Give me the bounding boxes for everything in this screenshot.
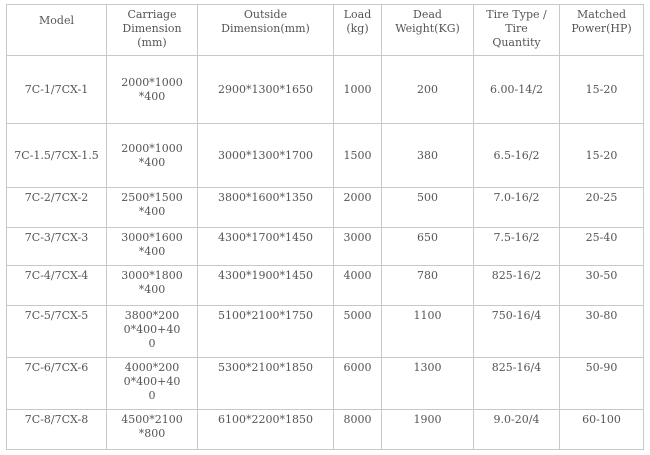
cell-carriage-dimension: 3800*200 0*400+40 0	[107, 306, 198, 358]
cell-matched-power: 60-100	[560, 410, 644, 450]
cell-dead-weight: 1900	[382, 410, 474, 450]
cell-dead-weight: 500	[382, 188, 474, 228]
cell-tire-type: 6.00-14/2	[474, 56, 560, 124]
header-carriage-dimension: Carriage Dimension (mm)	[107, 5, 198, 56]
table-row	[7, 410, 644, 450]
cell-tire-type: 750-16/4	[474, 306, 560, 358]
cell-outside-dimension: 4300*1700*1450	[198, 228, 334, 266]
cell-carriage-dimension: 2000*1000 *400	[107, 124, 198, 188]
table-row	[7, 266, 644, 306]
header-tire-type: Tire Type / Tire Quantity	[474, 5, 560, 56]
cell-outside-dimension: 3000*1300*1700	[198, 124, 334, 188]
cell-dead-weight: 1300	[382, 358, 474, 410]
cell-tire-type: 9.0-20/4	[474, 410, 560, 450]
table-row	[7, 56, 644, 124]
cell-tire-type: 7.5-16/2	[474, 228, 560, 266]
cell-dead-weight: 380	[382, 124, 474, 188]
cell-load: 3000	[334, 228, 382, 266]
table-row	[7, 306, 644, 358]
cell-model: 7C-4/7CX-4	[7, 266, 107, 306]
cell-dead-weight: 200	[382, 56, 474, 124]
cell-carriage-dimension: 4000*200 0*400+40 0	[107, 358, 198, 410]
cell-carriage-dimension: 3000*1600 *400	[107, 228, 198, 266]
cell-tire-type: 825-16/2	[474, 266, 560, 306]
cell-outside-dimension: 2900*1300*1650	[198, 56, 334, 124]
cell-dead-weight: 780	[382, 266, 474, 306]
cell-model: 7C-3/7CX-3	[7, 228, 107, 266]
cell-load: 2000	[334, 188, 382, 228]
cell-tire-type: 825-16/4	[474, 358, 560, 410]
cell-outside-dimension: 3800*1600*1350	[198, 188, 334, 228]
cell-load: 5000	[334, 306, 382, 358]
cell-dead-weight: 1100	[382, 306, 474, 358]
cell-carriage-dimension: 2500*1500 *400	[107, 188, 198, 228]
header-row	[7, 5, 644, 56]
cell-tire-type: 7.0-16/2	[474, 188, 560, 228]
cell-matched-power: 15-20	[560, 56, 644, 124]
header-matched-power: Matched Power(HP)	[560, 5, 644, 56]
table-row	[7, 188, 644, 228]
table-row	[7, 124, 644, 188]
cell-outside-dimension: 5100*2100*1750	[198, 306, 334, 358]
cell-dead-weight: 650	[382, 228, 474, 266]
table-row	[7, 228, 644, 266]
cell-load: 4000	[334, 266, 382, 306]
cell-model: 7C-5/7CX-5	[7, 306, 107, 358]
cell-model: 7C-1/7CX-1	[7, 56, 107, 124]
cell-load: 8000	[334, 410, 382, 450]
cell-matched-power: 50-90	[560, 358, 644, 410]
table-row	[7, 358, 644, 410]
cell-load: 6000	[334, 358, 382, 410]
cell-carriage-dimension: 2000*1000 *400	[107, 56, 198, 124]
cell-model: 7C-1.5/7CX-1.5	[7, 124, 107, 188]
cell-load: 1500	[334, 124, 382, 188]
cell-outside-dimension: 6100*2200*1850	[198, 410, 334, 450]
header-load: Load (kg)	[334, 5, 382, 56]
cell-model: 7C-6/7CX-6	[7, 358, 107, 410]
cell-matched-power: 30-50	[560, 266, 644, 306]
cell-outside-dimension: 4300*1900*1450	[198, 266, 334, 306]
cell-outside-dimension: 5300*2100*1850	[198, 358, 334, 410]
cell-carriage-dimension: 4500*2100 *800	[107, 410, 198, 450]
header-model: Model	[7, 5, 107, 56]
cell-matched-power: 30-80	[560, 306, 644, 358]
spec-table	[6, 4, 644, 450]
header-outside-dimension: Outside Dimension(mm)	[198, 5, 334, 56]
cell-matched-power: 25-40	[560, 228, 644, 266]
cell-model: 7C-8/7CX-8	[7, 410, 107, 450]
cell-matched-power: 20-25	[560, 188, 644, 228]
cell-tire-type: 6.5-16/2	[474, 124, 560, 188]
cell-model: 7C-2/7CX-2	[7, 188, 107, 228]
cell-matched-power: 15-20	[560, 124, 644, 188]
cell-carriage-dimension: 3000*1800 *400	[107, 266, 198, 306]
cell-load: 1000	[334, 56, 382, 124]
header-dead-weight: Dead Weight(KG)	[382, 5, 474, 56]
